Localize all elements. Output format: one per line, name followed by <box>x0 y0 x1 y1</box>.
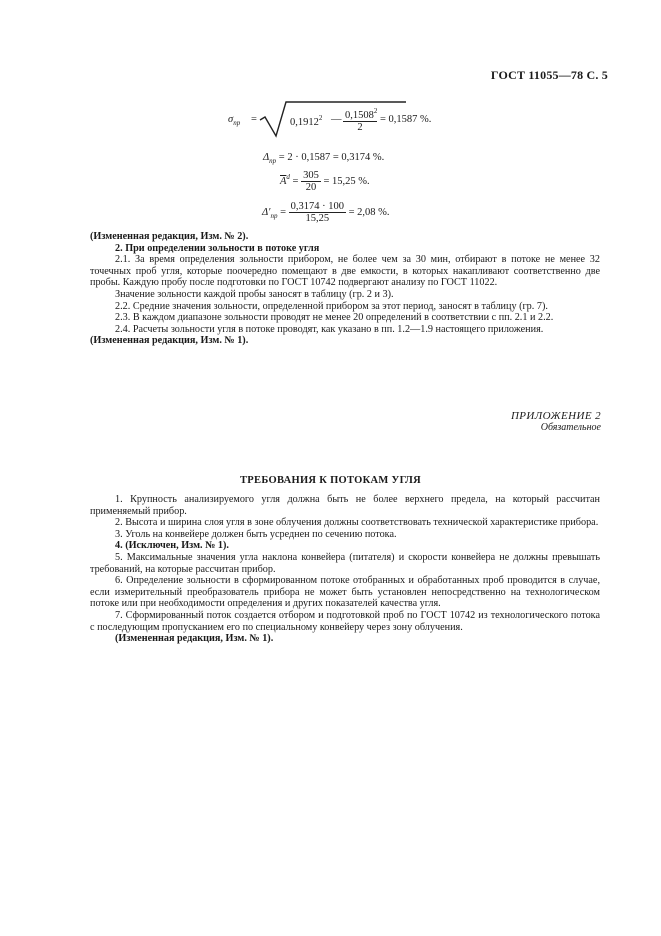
paragraph-2-3: 2.3. В каждом диапазоне зольности проводят не менее 20 определений в соответствии с пп. 2.1 и 2.2. <box>115 312 554 324</box>
edit-note-2: (Измененная редакция, Изм. № 1). <box>90 335 249 347</box>
sigma-term1: 0,1912 <box>290 117 319 128</box>
sigma-minus: — <box>331 114 342 125</box>
delta-subscript: пр <box>269 157 277 165</box>
paragraph-table-note: Значение зольности каждой пробы заносят в таблицу (гр. 2 и 3). <box>115 288 394 300</box>
section-ash-in-flow <box>90 231 600 347</box>
formula-delta-rel <box>262 201 390 224</box>
ash-fraction-num: 305 <box>303 170 319 181</box>
delta-expression: = 2 · 0,1587 = 0,3174 %. <box>278 152 385 163</box>
sigma-result: = 0,1587 %. <box>380 114 432 125</box>
formula-sigma <box>228 100 468 140</box>
sigma-subscript: пр <box>233 119 241 127</box>
delta-rel-fraction <box>289 201 346 224</box>
requirement-5: 5. Максимальные значения угла наклона конвейера (питателя) и скорости конвейера не должны превышать требований, на которые рассчитан прибор. <box>90 551 600 575</box>
delta-rel-symbol: Δ′ <box>262 206 271 218</box>
formula-ash <box>280 170 370 193</box>
sigma-equals: = <box>251 114 257 125</box>
appendix-label <box>511 410 601 433</box>
delta-symbol: Δ <box>263 152 270 163</box>
delta-rel-equals: = <box>280 206 287 218</box>
sigma-term1-square: 2 <box>318 114 323 122</box>
requirement-1: 1. Крупность анализируемого угля должна быть не более верхнего предела, на который рассчитан применяемый прибор. <box>90 494 600 517</box>
ash-superscript: d <box>286 172 290 181</box>
requirement-7: 7. Сформированный поток создается отбором и подготовкой проб по ГОСТ 10742 из технологического потока с последующим пропусканием его по специальному конвейеру через зону облучения. <box>90 609 600 633</box>
paragraph-2-4: 2.4. Расчеты зольности угля в потоке проводят, как указано в пп. 1.2—1.9 настоящего приложения. <box>115 323 544 335</box>
paragraph-2-1: 2.1. За время определения зольности прибором, не более чем за 30 мин, отбирают в потоке не менее 32 точечных проб угля, которые поочередно помещают в две емкости, в которых накапливают соответственно две пробы. Каждую пробу после подготовки по ГОСТ 10742 подвергают анализу по ГОСТ 11022. <box>90 254 600 289</box>
delta-rel-subscript: пр <box>270 211 278 220</box>
requirement-4: 4. (Исключен, Изм. № 1). <box>115 540 229 552</box>
edit-note-3: (Измененная редакция, Изм. № 1). <box>115 633 274 645</box>
ash-symbol: $\overline{A}$ <box>280 175 287 187</box>
ash-fraction <box>301 170 321 193</box>
requirement-3: 3. Уголь на конвейере должен быть усреднен по сечению потока. <box>115 528 397 540</box>
appendix-heading: ТРЕБОВАНИЯ К ПОТОКАМ УГЛЯ <box>240 475 421 486</box>
section-flow-requirements <box>90 494 600 645</box>
requirement-6: 6. Определение зольности в сформированном потоке отобранных и обработанных проб проводится в случае, если измерительный преобразователь прибора не может быть установлен непосредственно на технологическом потоке или при необходимости определения и других показателей качества угля. <box>90 575 600 610</box>
sigma-fraction: $\frac{0,1508^2}{2}$ <box>345 107 378 133</box>
formula-delta <box>263 152 384 165</box>
sigma-fraction-num: 0,1508 <box>345 110 374 121</box>
ash-result: = 15,25 %. <box>323 175 370 187</box>
ash-fraction-den: 20 <box>305 182 317 193</box>
paragraph-2-2: 2.2. Средние значения зольности, определенной прибором за этот период, заносят в таблицу (гр. 7). <box>115 300 548 312</box>
requirement-2: 2. Высота и ширина слоя угля в зоне облучения должны соответствовать технической характеристике прибора. <box>115 517 599 529</box>
page-header: ГОСТ 11055—78 С. 5 <box>490 68 608 82</box>
appendix-status: Обязательное <box>540 422 601 433</box>
edit-note: (Измененная редакция, Изм. № 2). <box>90 231 249 242</box>
delta-rel-fraction-num: 0,3174 · 100 <box>290 201 345 212</box>
delta-rel-fraction-den: 15,25 <box>305 213 330 224</box>
section-heading: 2. При определении зольности в потоке угля <box>115 242 320 254</box>
ash-equals: = <box>292 175 299 187</box>
delta-rel-result: = 2,08 %. <box>348 206 390 218</box>
sigma-fraction-den: 2 <box>357 122 363 133</box>
appendix-title: ПРИЛОЖЕНИЕ 2 <box>510 410 601 422</box>
sigma-symbol: σ <box>228 114 234 125</box>
